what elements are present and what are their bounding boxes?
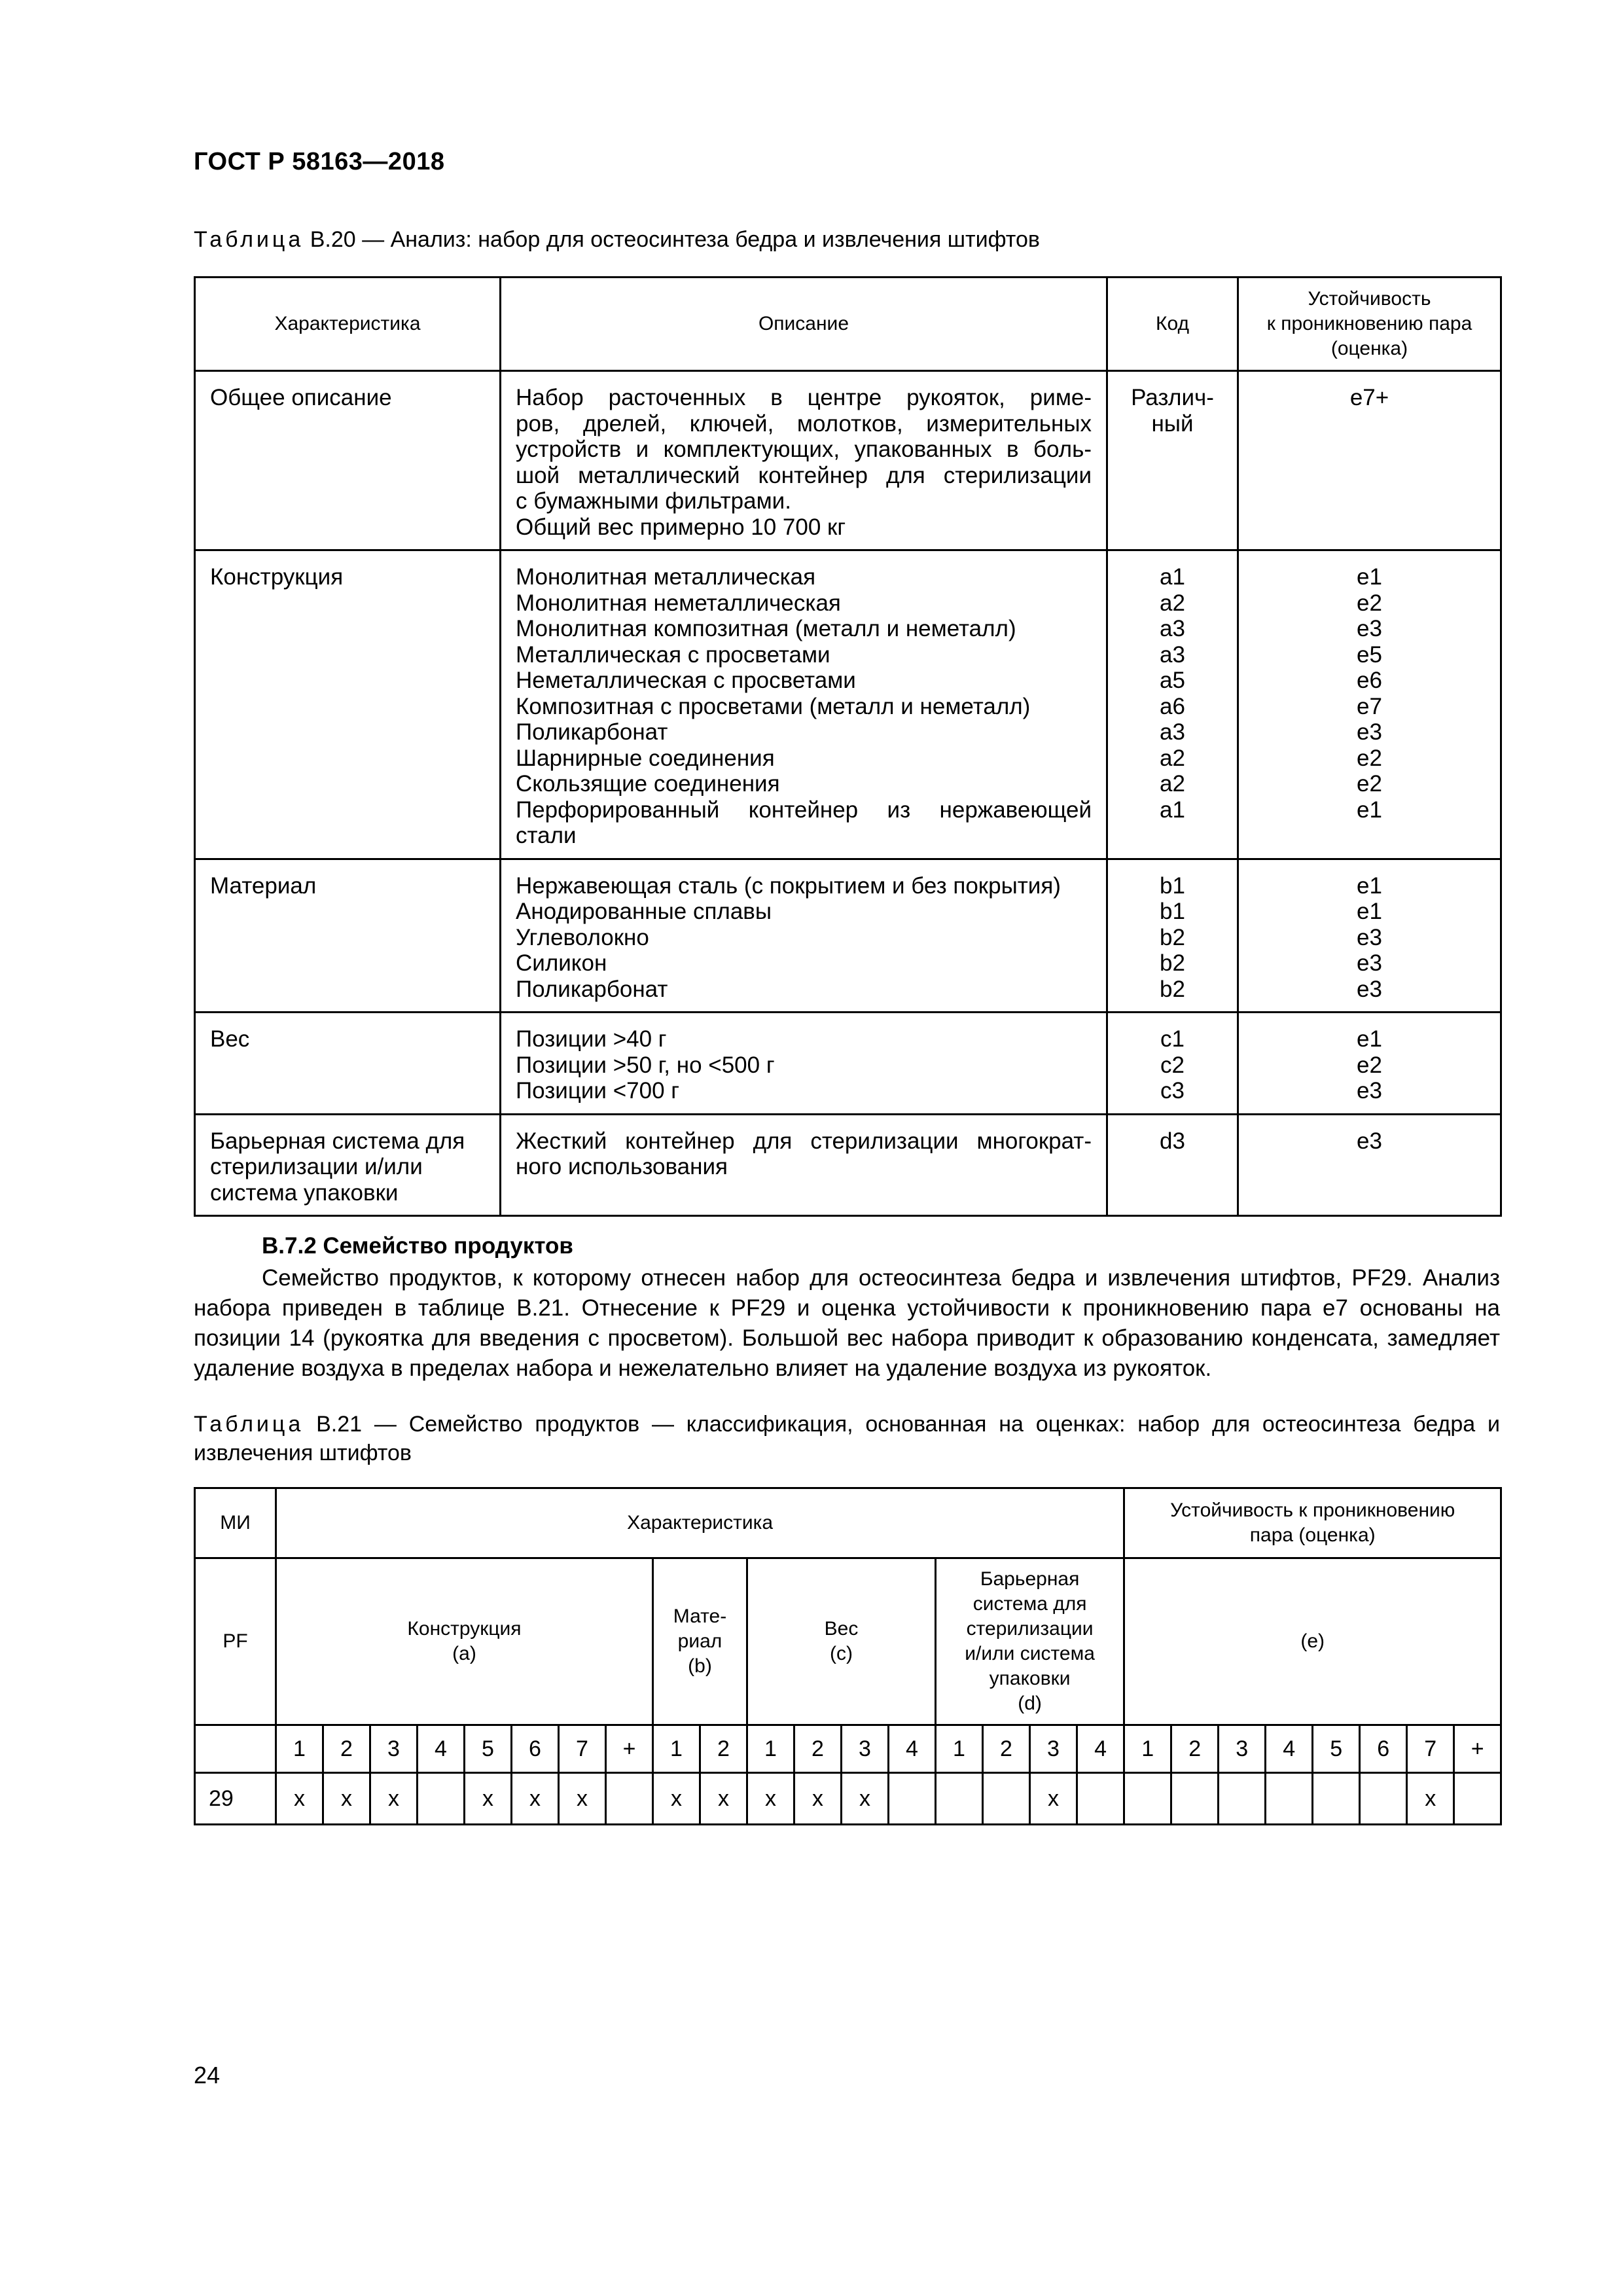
caption-label: Таблица: [194, 227, 304, 252]
column-number-cell: 2: [323, 1725, 370, 1773]
table-row-construction: [195, 550, 1501, 859]
section-paragraph: Семейство продуктов, к которому отнесен набор для остеосинтеза бедра и извлечения штифтов, PF29. Анализ набора приведен в таблице В.21. Отнесение к PF29 и оценка устойчивости к проникновению пара е7 основаны на позиции 14 (рукоятка для введения с просветом). Большой вес набора приводит к образованию конденсата, замедляет удаление воздуха в пределах набора и нежелательно влияет на удаление воздуха из рукояток.: [194, 1265, 1500, 1381]
general-description: Набор расточенных в центре рукояток, риме- ров, дрелей, ключей, молотков, измерительных устройств и комплектующих, упакованных в боль- шой металлический контейнер для стерилизации с бумажными фильтрами. Общий вес примерно 10 700 кг: [501, 371, 1107, 550]
weight-label: Вес: [195, 1013, 501, 1115]
mark-cell: [936, 1773, 983, 1825]
group-barrier: Барьерная система для стерилизации и/или система упаковки (d): [936, 1558, 1124, 1725]
caption-text: В.20 — Анализ: набор для остеосинтеза бедра и извлечения штифтов: [304, 227, 1040, 252]
caption-label: Таблица: [194, 1412, 304, 1437]
section-title: В.7.2 Семейство продуктов: [262, 1233, 573, 1259]
table-header-row: [195, 1488, 1501, 1558]
header-characteristic: Характеристика: [195, 278, 501, 371]
barrier-description: Жесткий контейнер для стерилизации многократ- ного использования: [501, 1114, 1107, 1216]
column-number-cell: 7: [1407, 1725, 1454, 1773]
mark-cell: [418, 1773, 465, 1825]
mark-cell: х: [794, 1773, 842, 1825]
mark-cell: х: [323, 1773, 370, 1825]
column-number-cell: +: [606, 1725, 653, 1773]
column-number-cell: 6: [1360, 1725, 1407, 1773]
header-code: Код: [1107, 278, 1238, 371]
material-codes: b1 b1 b2 b2 b2: [1107, 859, 1238, 1013]
mark-cell: х: [653, 1773, 700, 1825]
group-weight: Вес (с): [747, 1558, 936, 1725]
column-number-cell: 2: [1171, 1725, 1219, 1773]
mark-cell: [1454, 1773, 1501, 1825]
barrier-label: Барьерная система для стерилизации и/или система упаковки: [195, 1114, 501, 1216]
table-row-barrier: [195, 1114, 1501, 1216]
column-number-cell: 3: [370, 1725, 418, 1773]
weight-scores: е1 е2 е3: [1238, 1013, 1501, 1115]
group-material: Мате- риал (b): [653, 1558, 747, 1725]
mark-cell: х: [370, 1773, 418, 1825]
column-number-cell: 2: [983, 1725, 1030, 1773]
group-construction: Конструкция (а): [276, 1558, 653, 1725]
mark-cell: [1266, 1773, 1313, 1825]
column-number-cell: 4: [889, 1725, 936, 1773]
page-number: 24: [194, 2062, 221, 2089]
table-cell: [195, 1725, 276, 1773]
table-group-row: [195, 1558, 1501, 1725]
mark-cell: [1124, 1773, 1171, 1825]
column-number-cell: 2: [794, 1725, 842, 1773]
construction-codes: а1 а2 а3 а3 а5 а6 а3 а2 а2 а1: [1107, 550, 1238, 859]
column-number-cell: 1: [1124, 1725, 1171, 1773]
construction-scores: е1 е2 е3 е5 е6 е7 е3 е2 е2 е1: [1238, 550, 1501, 859]
mark-cell: [889, 1773, 936, 1825]
column-number-cell: 1: [747, 1725, 794, 1773]
table-row-weight: [195, 1013, 1501, 1115]
table-number-row: [195, 1725, 1501, 1773]
table-row-pf29: [195, 1773, 1501, 1825]
mark-cell: х: [465, 1773, 512, 1825]
mark-cell: х: [700, 1773, 747, 1825]
general-code: Различ- ный: [1107, 371, 1238, 550]
barrier-score: е3: [1238, 1114, 1501, 1216]
material-label: Материал: [195, 859, 501, 1013]
table-header-row: [195, 278, 1501, 371]
mark-cell: [1171, 1773, 1219, 1825]
header-characteristic: Характеристика: [276, 1488, 1124, 1558]
general-score: е7+: [1238, 371, 1501, 550]
mark-cell: [606, 1773, 653, 1825]
mark-cell: [1313, 1773, 1360, 1825]
group-score: (е): [1124, 1558, 1501, 1725]
column-number-cell: 5: [465, 1725, 512, 1773]
document-header: ГОСТ Р 58163—2018: [194, 148, 445, 175]
mark-cell: [1219, 1773, 1266, 1825]
pf-value: 29: [195, 1773, 276, 1825]
weight-codes: с1 с2 с3: [1107, 1013, 1238, 1115]
column-number-cell: 6: [512, 1725, 559, 1773]
header-description: Описание: [501, 278, 1107, 371]
column-number-cell: 3: [842, 1725, 889, 1773]
table-b21: [194, 1487, 1502, 1825]
header-resistance: Устойчивость к проникновению пара (оценка): [1124, 1488, 1501, 1558]
material-descriptions: Нержавеющая сталь (с покрытием и без покрытия) Анодированные сплавы Углеволокно Силикон Поликарбонат: [501, 859, 1107, 1013]
weight-descriptions: Позиции >40 г Позиции >50 г, но <500 г Позиции <700 г: [501, 1013, 1107, 1115]
mark-cell: х: [842, 1773, 889, 1825]
table-row-general: [195, 371, 1501, 550]
barrier-code: d3: [1107, 1114, 1238, 1216]
material-scores: е1 е1 е3 е3 е3: [1238, 859, 1501, 1013]
caption-text: В.21 — Семейство продуктов — классификация, основанная на оценках: набор для остеосинтеза бедра и извлечения штифтов: [194, 1412, 1500, 1465]
header-resistance: Устойчивость к проникновению пара (оценка): [1238, 278, 1501, 371]
column-number-cell: 4: [1077, 1725, 1124, 1773]
construction-descriptions: Монолитная металлическая Монолитная неметаллическая Монолитная композитная (металл и неметалл) Металлическая с просветами Неметаллическая с просветами Композитная с просветами (металл и неметалл) Поликарбонат Шарнирные соединения Скользящие соединения Перфорированный контейнер из нержавеющей стали: [501, 550, 1107, 859]
table-b21-caption: [194, 1410, 1500, 1467]
column-number-cell: 7: [559, 1725, 606, 1773]
table-b20: [194, 276, 1502, 1217]
column-number-cell: 2: [700, 1725, 747, 1773]
column-number-cell: 1: [936, 1725, 983, 1773]
mark-cell: [1360, 1773, 1407, 1825]
mark-cell: х: [1030, 1773, 1077, 1825]
table-row-material: [195, 859, 1501, 1013]
mark-cell: х: [1407, 1773, 1454, 1825]
header-pf: PF: [195, 1558, 276, 1725]
column-number-cell: +: [1454, 1725, 1501, 1773]
mark-cell: х: [747, 1773, 794, 1825]
table-b20-caption: [194, 225, 1500, 254]
header-mi: МИ: [195, 1488, 276, 1558]
column-number-cell: 4: [1266, 1725, 1313, 1773]
general-label: Общее описание: [195, 371, 501, 550]
construction-label: Конструкция: [195, 550, 501, 859]
column-number-cell: 1: [653, 1725, 700, 1773]
column-number-cell: 1: [276, 1725, 323, 1773]
mark-cell: х: [512, 1773, 559, 1825]
mark-cell: х: [559, 1773, 606, 1825]
mark-cell: [1077, 1773, 1124, 1825]
column-number-cell: 3: [1219, 1725, 1266, 1773]
column-number-cell: 5: [1313, 1725, 1360, 1773]
column-number-cell: 4: [418, 1725, 465, 1773]
mark-cell: [983, 1773, 1030, 1825]
mark-cell: х: [276, 1773, 323, 1825]
column-number-cell: 3: [1030, 1725, 1077, 1773]
